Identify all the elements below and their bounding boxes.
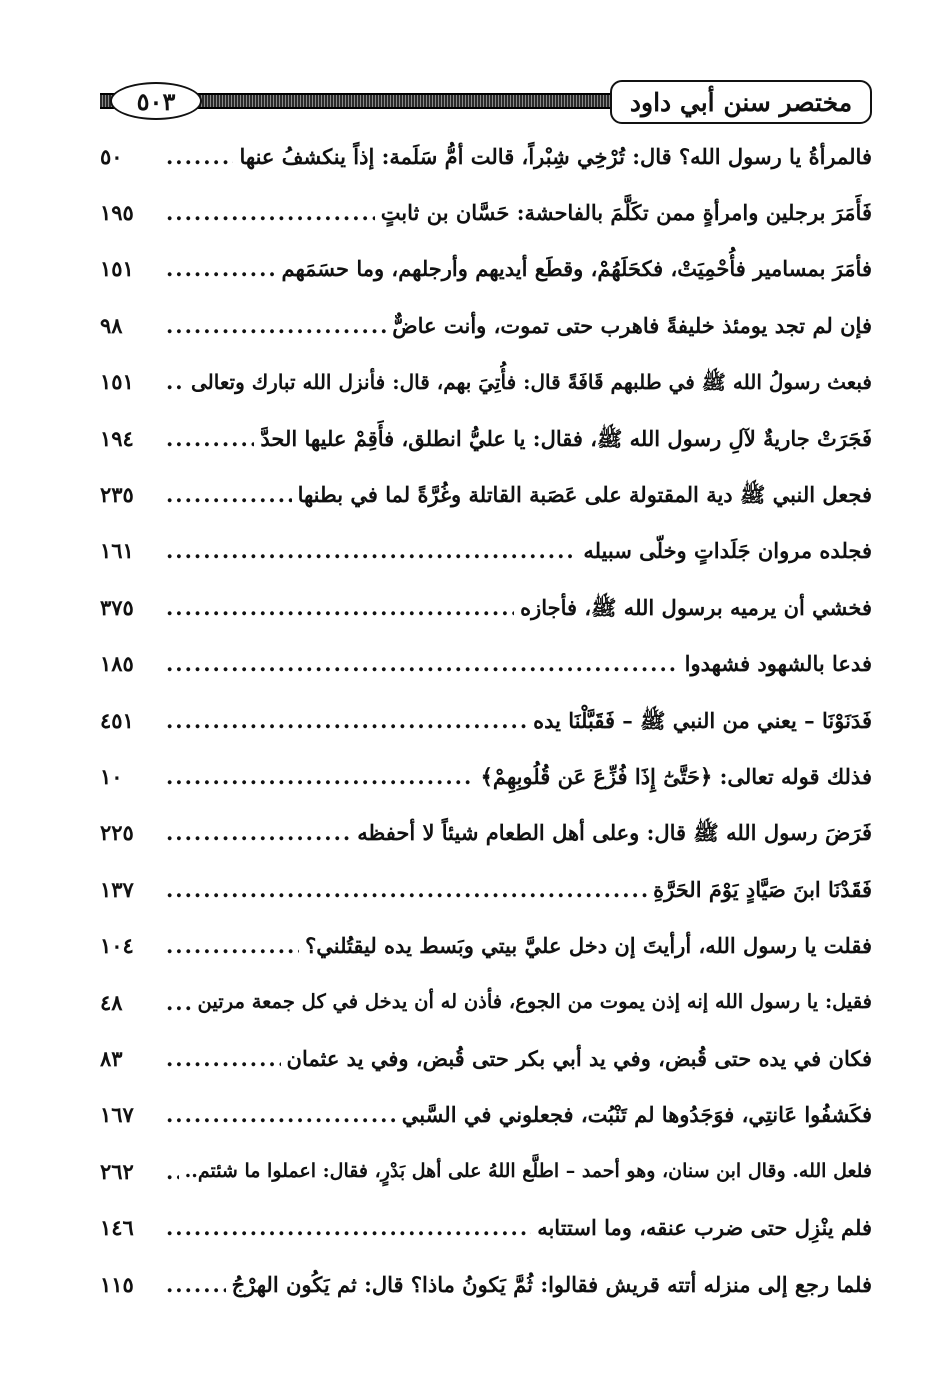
entry-page-number: ١٨٥	[100, 651, 134, 677]
page-number-label: ٥٠٣	[136, 86, 176, 116]
leader-dots	[166, 597, 514, 618]
entry-text: فكان في يده حتى قُبض، وفي يد أبي بكر حتى قُبض، وفي يد عثمان	[286, 1045, 872, 1071]
entry-text: فذلك قوله تعالى: ﴿حَتَّىٰٓ إِذَا فُزِّعَ عَن قُلُوبِهِمْ﴾	[480, 763, 872, 789]
entry-text: فجلده مروان جَلَداتٍ وخلّى سبيله	[583, 538, 872, 564]
entry-text: فلعل الله. وقال ابن سنان، وهو أحمد – اطلَّع اللهُ على أهل بَدْرٍ، فقال: اعملوا ما شئتم..	[184, 1159, 872, 1182]
book-title	[610, 80, 872, 124]
index-entry	[100, 974, 872, 1030]
entry-text: فَرَضَ رسول الله ﷺ قال: وعلى أهل الطعام شيئاً لا أحفظه	[357, 820, 872, 846]
index-entry	[100, 184, 872, 240]
entry-text: فدعا بالشهود فشهدوا	[684, 651, 872, 677]
leader-dots	[166, 1048, 281, 1069]
leader-dots	[166, 428, 254, 449]
leader-dots	[166, 258, 276, 279]
leader-dots	[166, 371, 185, 392]
index-entry	[100, 241, 872, 297]
leader-dots	[166, 822, 351, 843]
index-entry	[100, 1143, 872, 1199]
leader-dots	[166, 202, 375, 223]
entry-text: فخشي أن يرميه برسول الله ﷺ، فأجازه	[520, 594, 872, 620]
entry-page-number: ١٤٦	[100, 1215, 134, 1241]
entry-text: فجعل النبي ﷺ دية المقتولة على عَصَبة القاتلة وغُرَّةً لما في بطنها	[297, 482, 872, 508]
index-entry	[100, 297, 872, 353]
entry-text: فَدَنَوْنَا – يعني من النبي ﷺ – فَقَبَّلْنَا يده	[533, 707, 872, 733]
leader-dots	[166, 766, 475, 787]
index-entry	[100, 692, 872, 748]
index-entry	[100, 748, 872, 804]
entry-page-number: ١١٥	[100, 1271, 134, 1297]
entry-text: فالمرأةُ يا رسول الله؟ قال: تُرْخِي شِبْراً، قالت أمُّ سَلَمة: إذاً ينكشفُ عنها	[239, 143, 872, 169]
leader-dots	[166, 935, 299, 956]
page-header	[100, 80, 872, 124]
entry-text: فكَشفُوا عَانتِي، فوَجَدُوها لم تَنْبُت، فجعلوني في السَّبي	[401, 1102, 872, 1128]
entry-page-number: ١٩٥	[100, 200, 134, 226]
index-entry	[100, 1256, 872, 1312]
leader-dots	[166, 484, 292, 505]
entry-text: فَقَدْنَا ابنَ صَيَّادٍ يَوْمَ الحَرَّةِ	[653, 876, 872, 902]
entry-text: فبعث رسولُ الله ﷺ في طلبهم قَافَةً قال: فأُتِيَ بهم، قال: فأنزل الله تبارك وتعالى	[191, 369, 872, 394]
entry-page-number: ١٠٤	[100, 933, 134, 959]
index-entry	[100, 1199, 872, 1255]
entry-page-number: ٢٢٥	[100, 820, 134, 846]
leader-dots	[166, 992, 192, 1013]
entry-text: فَأَمَرَ برجلين وامرأةٍ ممن تكَلَّمَ بالفاحشة: حَسَّان بن ثابتٍ	[380, 200, 872, 226]
index-entry	[100, 354, 872, 410]
index-entry	[100, 1030, 872, 1086]
book-title-label: مختصر سنن أبي داود	[629, 87, 853, 117]
entry-page-number: ٣٧٥	[100, 594, 134, 620]
entry-page-number: ٨٣	[100, 1045, 123, 1071]
entry-page-number: ٢٣٥	[100, 482, 134, 508]
hadith-index-list	[100, 128, 872, 1312]
entry-page-number: ١٦٧	[100, 1102, 134, 1128]
index-entry	[100, 466, 872, 522]
index-entry	[100, 1087, 872, 1143]
leader-dots	[166, 1217, 531, 1238]
leader-dots	[166, 146, 233, 167]
entry-page-number: ٥٠	[100, 143, 123, 169]
entry-text: فأمَرَ بمسامير فأُحْمِيَتْ، فكحَلَهُمْ، وقطَع أيديهم وأرجلهم، وما حسَمَهم	[281, 256, 872, 282]
leader-dots	[166, 540, 577, 561]
entry-text: فقيل: يا رسول الله إنه إذن يموت من الجوع، فأذن له أن يدخل في كل جمعة مرتين	[197, 990, 872, 1014]
index-entry	[100, 128, 872, 184]
entry-text: فقلت يا رسول الله، أرأيتَ إن دخل عليَّ بيتي وبَسط يده ليقتُلني؟	[305, 933, 872, 959]
index-entry	[100, 579, 872, 635]
entry-page-number: ٤٥١	[100, 707, 134, 733]
index-entry	[100, 917, 872, 973]
entry-text: فإن لم تجد يومئذ خليفةً فاهرب حتى تموت، وأنت عاضٌّ	[392, 312, 872, 338]
leader-dots	[166, 653, 679, 674]
leader-dots	[166, 879, 647, 900]
leader-dots	[166, 1161, 179, 1182]
entry-page-number: ١٩٤	[100, 425, 134, 451]
leader-dots	[166, 1104, 396, 1125]
entry-text: فلم ينْزِل حتى ضرب عنقه، وما استتابه	[537, 1215, 872, 1241]
entry-text: فلما رجع إلى منزله أتته قريش فقالوا: ثُمَّ يَكونُ ماذا؟ قال: ثم يَكُون الهرْجُ	[231, 1271, 872, 1297]
leader-dots	[166, 315, 386, 336]
index-entry	[100, 523, 872, 579]
entry-page-number: ١٥١	[100, 256, 134, 282]
entry-page-number: ١٠	[100, 763, 123, 789]
leader-dots	[166, 1274, 226, 1295]
index-entry	[100, 861, 872, 917]
entry-page-number: ٤٨	[100, 989, 123, 1015]
entry-page-number: ١٣٧	[100, 876, 134, 902]
entry-text: فَجَرَتْ جاريةٌ لآلِ رسول الله ﷺ، فقال: يا عليُّ انطلق، فأَقِمْ عليها الحدَّ	[260, 425, 872, 451]
entry-page-number: ١٥١	[100, 369, 134, 395]
entry-page-number: ٩٨	[100, 312, 123, 338]
index-entry	[100, 805, 872, 861]
entry-page-number: ١٦١	[100, 538, 134, 564]
page-number	[110, 82, 202, 120]
leader-dots	[166, 710, 527, 731]
index-entry	[100, 636, 872, 692]
entry-page-number: ٢٦٢	[100, 1158, 134, 1184]
index-entry	[100, 410, 872, 466]
